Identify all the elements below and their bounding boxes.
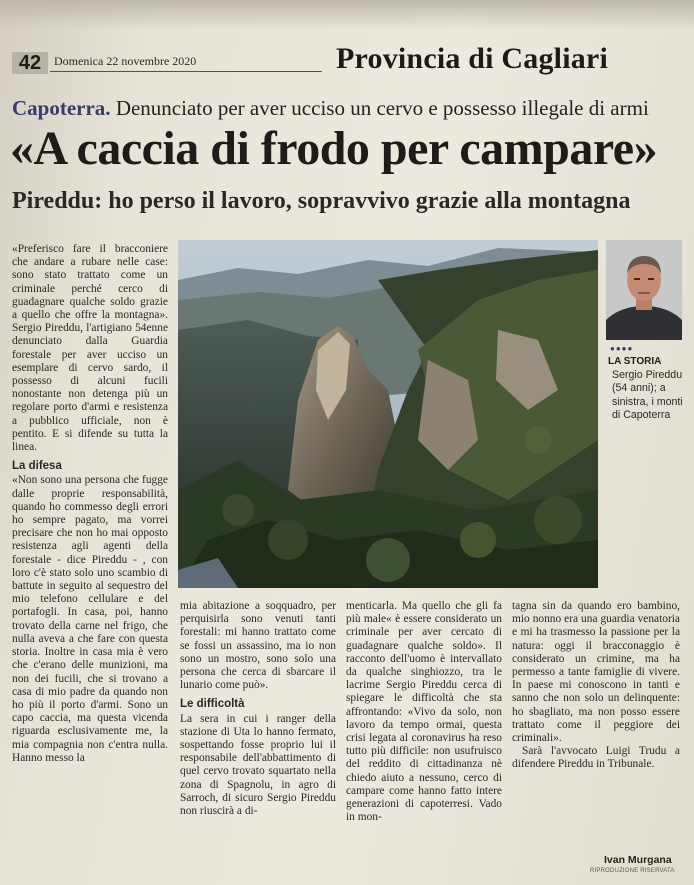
column-paragraph: La sera in cui i ranger della stazione di Uta lo hanno fermato, sospettando fosse proprio lui il responsabile dell'abbattimento di quel cervo trovato squartato nella zona di Spagnolu, in agro di Sarroch, di sicuro Sergio Pireddu non riuscirà a di-	[180, 712, 336, 818]
mountain-landscape-image	[178, 240, 598, 588]
page-top-shadow	[0, 0, 694, 30]
kicker-text: Denunciato per aver ucciso un cervo e possesso illegale di armi	[115, 96, 649, 120]
portrait-photo	[606, 240, 682, 340]
column-paragraph: «Non sono una persona che fugge dalle proprie responsabilità, quando ho commesso degli errori ho sempre pagato, ma vorrei precisare che non ho mai opposto resistenza agli agenti della forestale - dice Pireddu - , con loro c'è stato solo uno scambio di battute in seguito al sequestro del mio telefono cellulare e del portafogli. In casa, poi, hanno trovato della carne nel frigo, che nulla aveva a che fare con questa storia. Inoltre in casa mia è vero che c'erano delle munizioni, ma non dei fucili, che si trovano a casa di mio padre da quando non ho più il porto d'armi. Sono un capo caccia, ma questa vicenda riguarda esclusivamente me, la mia compagnia non c'entra nulla. Hanno messo la	[12, 474, 168, 764]
caption-dots: ●●●●	[610, 344, 634, 353]
kicker-place: Capoterra.	[12, 96, 111, 120]
page-date: Domenica 22 novembre 2020	[54, 54, 197, 68]
person-portrait-image	[606, 240, 682, 340]
column-paragraph: «Preferisco fare il bracconiere che andare a rubare nelle case: sono stato trattato come un criminale perché cerco di guadagnare qualche soldo grazie a quello che offre la montagna». Sergio Pireddu, l'artigiano 54enne denunciato dalla Guardia forestale per aver ucciso un esemplare di cervo sardo, il possesso di alcuni fucili nonostante non detenga più un regolare porto d'armi e resistenza a pubblico ufficiale, non è pentito. E si difende su tutta la linea.	[12, 243, 168, 454]
column-paragraph: mia abitazione a soqquadro, per perquisirla sono venuti tanti forestali: mi hanno trattato come se fossi un assassino, ma io non sono un mostro, sono solo una persona che cerca di sbarcare il lunario come può».	[180, 600, 336, 692]
page-number: 42	[12, 52, 48, 74]
article-column-2	[180, 600, 336, 875]
article-column-4	[512, 600, 680, 875]
article-column-1	[12, 243, 168, 873]
caption-label: LA STORIA	[608, 356, 662, 367]
photo-caption: Sergio Pireddu (54 anni); a sinistra, i monti di Capoterra	[612, 369, 683, 422]
article-author: Ivan Murgana	[604, 854, 672, 866]
section-subtitle: La difesa	[12, 460, 62, 473]
reproduction-notice: RIPRODUZIONE RISERVATA	[590, 868, 675, 874]
article-headline: «A caccia di frodo per campare»	[10, 122, 658, 175]
header-rule	[50, 71, 322, 72]
article-subheadline: Pireddu: ho perso il lavoro, sopravvivo grazie alla montagna	[12, 188, 631, 214]
section-title: Provincia di Cagliari	[336, 42, 608, 75]
section-subtitle: Le difficoltà	[180, 698, 245, 711]
mountain-photo	[178, 240, 598, 588]
column-paragraph: menticarla. Ma quello che gli fa più male« è essere considerato un criminale per aver cercato di guadagnare qualche soldo». Il racconto dell'uomo è intervallato da qualche singhiozzo, tra le lacrime Sergio Pireddu cerca di spiegare le difficoltà che sta affrontando: «Vivo da solo, non lavoro da tempo ormai, questa crisi legata al coronavirus ha reso tutto più difficile: non usufruisco del reddito di cittadinanza nè chiedo aiuto a nessuno, cerco di campare come hanno fatto intere generazioni di capoterresi. Vado in mon-	[346, 600, 502, 824]
column-paragraph: Sarà l'avvocato Luigi Trudu a difendere Pireddu in Tribunale.	[512, 745, 680, 771]
article-column-3	[346, 600, 502, 875]
column-paragraph: tagna sin da quando ero bambino, mio nonno era una guardia venatoria e mi ha trasmesso la passione per la natura: oggi il bracconaggio è considerato un crimine, ma ha permesso a tante famiglie di vivere. In paese mi conoscono in tanti e sanno che non solo un delinquente: ho sbagliato, ma non posso essere trattato come il peggiore dei criminali».	[512, 600, 680, 745]
page-header	[0, 38, 694, 84]
